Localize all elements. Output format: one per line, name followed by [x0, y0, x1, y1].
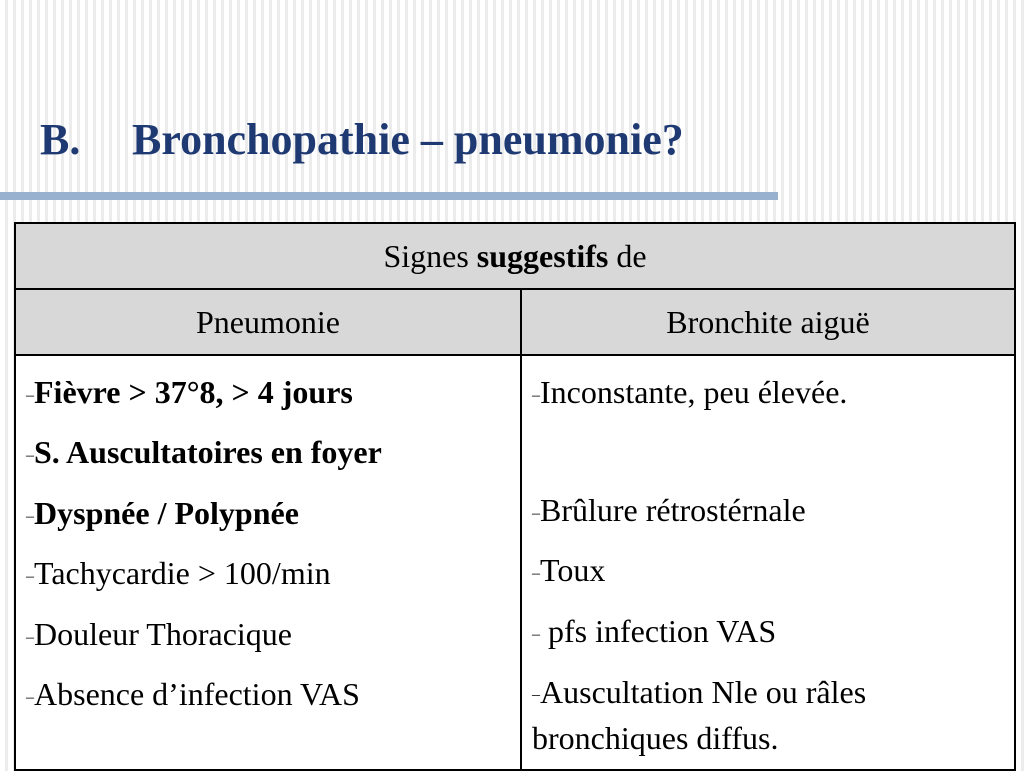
header-prefix: Signes: [383, 237, 469, 274]
list-item: –Auscultation Nle ou râles bronchiques diffus.: [532, 674, 867, 756]
list-item: –Douleur Thoracique: [26, 615, 292, 652]
dash-marker: –: [26, 688, 34, 706]
list-item: –Brûlure rétrostérnale: [532, 491, 806, 528]
dash-marker: –: [26, 568, 34, 586]
list-item-empty: [532, 424, 1008, 482]
list-item: –Absence d’infection VAS: [26, 676, 360, 713]
dash-marker: –: [532, 686, 540, 704]
title-underline: [0, 192, 778, 200]
pneumonie-cell: [15, 355, 521, 770]
header-emphasis: suggestifs: [476, 237, 609, 274]
table-header: [15, 223, 1015, 289]
list-item: –S. Auscultatoires en foyer: [26, 434, 382, 471]
slide-title: [40, 115, 684, 164]
list-item: – pfs infection VAS: [532, 612, 777, 649]
header-suffix: de: [616, 237, 647, 274]
list-item: –Toux: [532, 552, 606, 589]
list-item: –Dyspnée / Polypnée: [26, 494, 299, 531]
list-item: –Tachycardie > 100/min: [26, 555, 331, 592]
comparison-table: [14, 222, 1016, 771]
bronchite-cell: [521, 355, 1015, 770]
dash-marker: –: [532, 386, 540, 404]
dash-marker: –: [532, 625, 540, 643]
list-item: –Inconstante, peu élevée.: [532, 374, 848, 410]
dash-marker: –: [532, 565, 540, 583]
title-number: B.: [40, 115, 81, 164]
dash-marker: –: [26, 507, 34, 525]
dash-marker: –: [26, 386, 34, 404]
title-text: Bronchopathie – pneumonie?: [132, 115, 684, 164]
column-header-bronchite: Bronchite aiguë: [521, 289, 1015, 355]
table-header-row: [15, 223, 1015, 289]
dash-marker: –: [532, 504, 540, 522]
column-header-row: [15, 289, 1015, 355]
column-header-pneumonie: Pneumonie: [15, 289, 521, 355]
dash-marker: –: [26, 628, 34, 646]
list-item: –Fièvre > 37°8, > 4 jours: [26, 374, 353, 410]
table-body-row: [15, 355, 1015, 770]
dash-marker: –: [26, 447, 34, 465]
